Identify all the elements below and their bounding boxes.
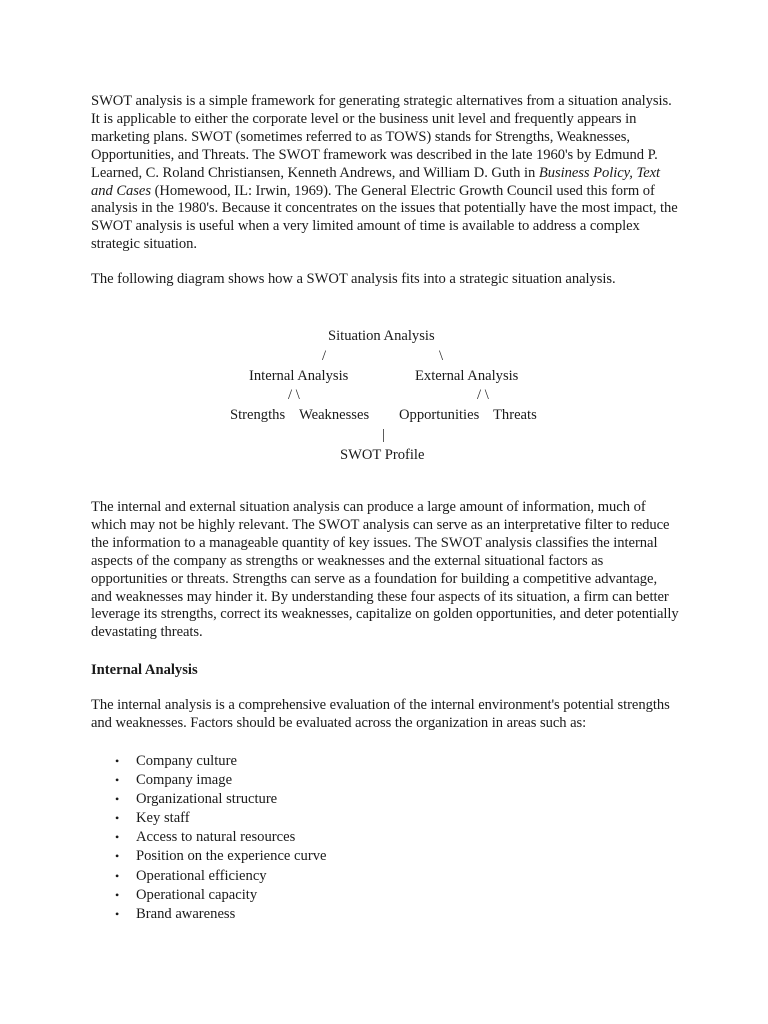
diagram-strengths: Strengths (230, 407, 286, 423)
diagram-caption: The following diagram shows how a SWOT analysis fits into a strategic situation analysis. (91, 271, 616, 287)
list-item-label: Position on the experience curve (136, 848, 327, 865)
bullet-icon: • (115, 830, 120, 845)
bullet-icon: • (115, 906, 120, 921)
list-item (91, 828, 326, 847)
section-heading-internal-analysis: Internal Analysis (91, 662, 198, 678)
intro-paragraph (91, 93, 681, 254)
diagram-root: Situation Analysis (328, 328, 435, 344)
bullet-icon: • (115, 754, 120, 768)
list-item-label: Brand awareness (136, 905, 236, 922)
list-item-label: Organizational structure (136, 791, 278, 808)
list-item (91, 847, 326, 866)
diagram-slash-right: \ (439, 348, 444, 364)
book-title: Business Policy, Text and Cases (91, 164, 661, 199)
diagram-external: External Analysis (415, 368, 519, 384)
bullet-icon: • (115, 868, 120, 883)
diagram-threats: Threats (493, 407, 537, 423)
intro-text-after: (Homewood, IL: Irwin, 1969). The General Electric Growth Council used this form of analysis in the 1980's. Because it concentrates on the issues that potentially have the most impact, the SWOT analysis is useful when a very limited amount of time is available to address a complex strategic situation. (91, 182, 678, 253)
diagram-pipe: | (382, 427, 385, 443)
diagram-profile: SWOT Profile (340, 447, 425, 463)
internal-analysis-paragraph: The internal analysis is a comprehensive evaluation of the internal environment's potential strengths and weaknesses. Factors should be evaluated across the organization in areas such as: (91, 697, 670, 731)
list-item-label: Company culture (136, 753, 237, 769)
diagram-slash-left: / (322, 348, 327, 364)
list-item (91, 867, 326, 886)
list-item-label: Operational capacity (136, 886, 258, 903)
intro-text-before: SWOT analysis is a simple framework for generating strategic alternatives from a situation analysis. It is applicable to either the corporate level or the business unit level and frequently appears in marketing plans. SWOT (sometimes referred to as TOWS) stands for Strengths, Weaknesses, Opportunities, and Threats. The SWOT framework was described in the late 1960's by Edmund P. Learned, C. Roland Christiansen, Kenneth Andrews, and William D. Guth in (91, 93, 672, 181)
bullet-icon: • (115, 887, 120, 902)
list-item-label: Company image (136, 772, 233, 789)
bullet-icon: • (115, 811, 120, 826)
situation-paragraph: The internal and external situation analysis can produce a large amount of information, much of which may not be highly relevant. The SWOT analysis can serve as an interpretative filter to reduce the information to a manageable quantity of key issues. The SWOT analysis classifies the internal aspects of the company as strengths or weaknesses and the external situational factors as opportunities or threats. Strengths can serve as a foundation for building a competitive advantage, and weaknesses may hinder it. By understanding these four aspects of its situation, a firm can better leverage its strengths, correct its weaknesses, capitalize on golden opportunities, and deter potentially devastating threats. (91, 499, 679, 641)
diagram-opportunities: Opportunities (399, 407, 480, 423)
diagram-weaknesses: Weaknesses (299, 407, 370, 423)
list-item-label: Access to natural resources (136, 829, 296, 846)
list-item (91, 790, 326, 809)
list-item-label: Operational efficiency (136, 867, 267, 884)
list-item (91, 905, 326, 924)
bullet-icon: • (115, 792, 120, 807)
list-item-label: Key staff (136, 810, 190, 827)
bullet-icon: • (115, 773, 120, 788)
diagram-internal: Internal Analysis (249, 368, 349, 384)
bullet-icon: • (115, 849, 120, 864)
list-item (91, 809, 326, 828)
list-item (91, 752, 326, 771)
list-item (91, 771, 326, 790)
diagram-branch-internal: / \ (288, 387, 300, 403)
factor-list (91, 752, 326, 924)
diagram-branch-external: / \ (477, 387, 489, 403)
list-item (91, 886, 326, 905)
